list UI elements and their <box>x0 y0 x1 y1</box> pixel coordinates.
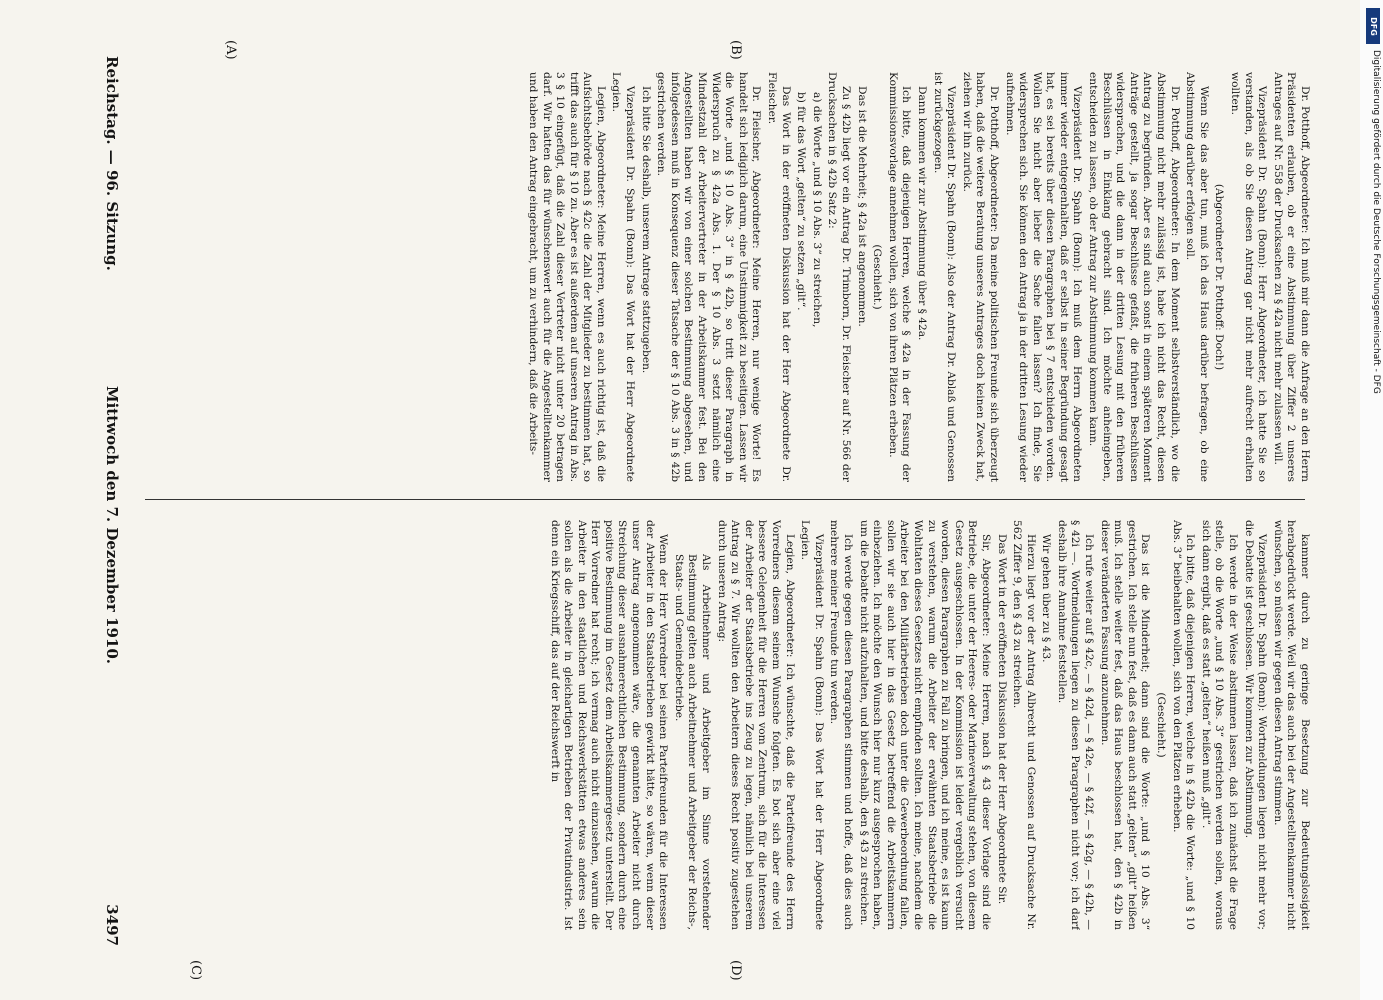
paragraph: Zu § 42b liegt vor ein Antrag Dr. Trimborn, Dr. Fleischer auf Nr. 566 der Drucksachen in § 42b Satz 2: <box>826 72 852 482</box>
paragraph: Das ist die Mehrheit; § 42a ist angenommen. <box>855 86 868 327</box>
paragraph: Dr. Fleischer, Abgeordneter: Meine Herren, nur wenige Worte! Es handelt sich lediglich darum, eine Unstimmigkeit zu beseitigen. Lassen wir die Worte „und § 10 Abs. 3“ in § 42b, so tritt dieser Paragraph in Widerspruch zu § 42a Abs. 1. Der § 10 Abs. 3 setzt nämlich eine Mindestzahl der Arbeitervertreter in der Arbeitskammer fest. Bei den Angestellten haben wir von einer solchen Bestimmung abgesehen, und infolgedessen muß in Konsequenz dieser Tatsache der § 10 Abs. 3 in § 42b gestrichen werden. <box>655 72 763 482</box>
list-item: b) für das Wort „gelten“ zu setzen „gilt“. <box>795 92 808 311</box>
list-item: a) die Worte „und § 10 Abs. 3“ zu streichen, <box>810 92 823 328</box>
margin-marker-d: (D) <box>728 960 743 981</box>
margin-marker-a: (A) <box>223 40 238 60</box>
paragraph: Wenn der Herr Vorredner bei seinen Parteifreunden für die Interessen der Arbeiter in den Staatsbetrieben gewirkt hätte, so wären, wenn dieser unser Antrag angenommen wäre, die genannten Arbeiter nicht durch Streichung dieser ausnahmerechtlichen Bestimmung, sondern durch eine positive Bestimmung im Gesetz dem Arbeitskammergesetz unterstellt. Der Herr Vorredner hat recht; ich vermag auch nicht einzusehen, warum die Arbeiter in den staatlichen und Reichswerkstätten etwas anderes sein sollen als die Arbeiter in gleichartigen Betrieben der Privatindustrie. Ist denn ein Kriegsschiff, das auf der Reichswerft in <box>548 520 670 930</box>
funding-notice: Digitalisierung gefördert durch die Deutsche Forschungsgemeinschaft - DFG <box>1371 50 1381 394</box>
quoted-motion: Als Arbeitnehmer und Arbeitgeber im Sinne vorstehender Bestimmung gelten auch Arbeitnehmer und Arbeitgeber der Reichs-, Staats- und Gemeindebetriebe. <box>672 554 713 930</box>
paragraph: Das Wort in der eröffneten Diskussion hat der Herr Abgeordnete Sir. <box>995 534 1008 905</box>
paragraph: Dr. Potthoff, Abgeordneter: Da meine politischen Freunde sich überzeugt haben, daß die weitere Beratung unseres Antrages doch keinen Zweck hat, ziehen wir ihn zurück. <box>960 72 1000 482</box>
paragraph: kammer durch zu geringe Besetzung zur Bedeutungslosigkeit herabgedrückt werde. Weil wir das auch bei der Angestelltenkammer nicht wünschen, so müssen wir gegen diesen Antrag stimmen. <box>1271 520 1311 930</box>
dfg-logo <box>1366 8 1380 44</box>
paragraph: Dr. Potthoff, Abgeordneter: In dem Moment selbstverständlich, wo die Abstimmung nicht mehr zulässig ist, habe ich nicht das Recht, diesen Antrag zu begründen. Aber es sind auch sonst in einem späteren Moment Anträge gestellt, ja sogar Beschlüsse gefaßt, die früheren Beschlüssen widersprachen, und die dann in der dritten Lesung mit den früheren Beschlüssen in Einklang gebracht sind. Ich möchte anheimgeben, entscheiden zu lassen, ob der Antrag zur Abstimmung kommen kann. <box>1087 72 1181 482</box>
header-parliament-session: Reichstag. — 96. Sitzung. <box>103 56 121 271</box>
paragraph: Ich werde in der Weise abstimmen lassen, daß ich zunächst die Frage stelle, ob die Worte „und § 10 Abs. 3“ gestrichen werden sollen, woraus sich dann ergibt, daß es statt „gelten“ heißen muß „gilt“. <box>1199 520 1240 930</box>
paragraph: Dann kommen wir zur Abstimmung über § 42a. <box>915 86 928 341</box>
interjection: (Geschieht.) <box>1155 692 1168 758</box>
paragraph: Ich bitte Sie deshalb, unserem Antrage stattzugeben. <box>639 86 652 374</box>
paragraph: Ich bitte, daß diejenigen Herren, welche in § 42b die Worte: „und § 10 Abs. 3“ beibehalten wollen, sich von den Plätzen erheben. <box>1170 520 1197 930</box>
paragraph: Vizepräsident Dr. Spahn (Bonn): Das Wort hat der Herr Abgeordnete Legien. <box>610 72 637 482</box>
header-page-number: 3497 <box>103 904 121 946</box>
paragraph: Dr. Potthoff, Abgeordneter: Ich muß mir dann die Anfrage an den Herrn Präsidenten erlauben, ob er eine Abstimmung über Ziffer 2 unseres Antrages auf Nr. 558 der Drucksachen zu § 42a nicht mehr zulassen will. <box>1271 72 1311 482</box>
margin-marker-c: (C) <box>188 960 203 981</box>
paragraph: Vizepräsident Dr. Spahn (Bonn): Herr Abgeordneter, ich hatte Sie so verstanden, als ob Sie diesen Antrag gar nicht mehr aufrecht erhalten wollten. <box>1229 72 1269 482</box>
paragraph: Hierzu liegt vor der Antrag Albrecht und Genossen auf Drucksache Nr. 562 Ziffer 9, den § 43 zu streichen. <box>1011 520 1037 930</box>
margin-marker-b: (B) <box>728 40 743 60</box>
paragraph: Legien, Abgeordneter: Ich wünschte, daß die Parteifreunde des Herrn Vorredners diesem seinem Wunsche folgten. Es bot sich aber eine viel bessere Gelegenheit für die Herren vom Zentrum, sich für die Interessen der Arbeiter der Staatsbetriebe ins Zeug zu legen, nämlich bei unserem Antrag zu § 7. Wir wollten den Arbeitern dieses Recht positiv zugestehen durch unseren Antrag: <box>715 520 796 930</box>
column-divider <box>145 499 1305 500</box>
paragraph: Das Wort in der eröffneten Diskussion hat der Herr Abgeordnete Dr. Fleischer. <box>766 72 792 482</box>
paragraph: Ich bitte, daß diejenigen Herren, welche § 42a in der Fassung der Kommissionsvorlage annehmen wollen, sich von ihren Plätzen erheben. <box>886 72 913 482</box>
paragraph: Ich werde gegen diesen Paragraphen stimmen und hoffe, daß dies auch mehrere meiner Freunde tun werden. <box>828 520 854 930</box>
paragraph: Legien, Abgeordneter: Meine Herren, wenn es auch richtig ist, daß die Aufsichtsbehörde nach § 42c die Zahl der Mitglieder zu bestimmen hat, so trifft das auch für § 10 zu. Aber es ist außerdem auf unseren Antrag in Abs. 3 § 10 eingefügt, daß die Zahl dieser Vertreter nicht unter 20 betragen darf. Wir hatten das für wünschenswert auch für die Angestelltenkammer und haben den Antrag eingebracht, um zu verhindern, daß die Arbeits- <box>526 72 607 482</box>
paragraph: Wir gehen über zu § 43. <box>1040 534 1053 663</box>
paragraph: Vizepräsident Dr. Spahn (Bonn): Das Wort hat der Herr Abgeordnete Legien. <box>799 520 825 930</box>
interjection: (Abgeordneter Dr. Potthoff: Doch!) <box>1213 183 1226 371</box>
header-date: Mittwoch den 7. Dezember 1910. <box>103 386 121 664</box>
paragraph: Wenn Sie das aber tun, muß ich das Haus darüber befragen, ob eine Abstimmung darüber erfolgen soll. <box>1184 72 1210 482</box>
dfg-logo-text: DFG <box>1368 16 1378 36</box>
page-header <box>95 56 121 946</box>
paragraph: Sir, Abgeordneter: Meine Herren, nach § 43 dieser Vorlage sind die Betriebe, die unter der Heeres- oder Marineverwaltung stehen, von diesem Gesetz ausgeschlossen. In der Kommission ist leider vergeblich versucht worden, diesen Paragraphen zu Fall zu bringen, und ich meine, es ist kaum zu verstehen, warum die Arbeiter der erwähnten Staatsbetriebe die Wohltaten dieses Gesetzes nicht empfinden sollten. Ich meine, nachdem die Arbeiter bei den Militärbetrieben doch unter die Gewerbeordnung fallen, sollen wir sie auch hier in das Gesetz betreffend die Arbeitskammern einbeziehen. Ich möchte den Wunsch hier nur kurz ausgesprochen haben, um die Debatte nicht aufzuhalten, und bitte deshalb, den § 43 zu streichen. <box>857 520 992 930</box>
paragraph: Ich rufe weiter auf § 42c, — § 42d, — § 42e, — § 42f, — § 42g, — § 42h, — § 42i —. Wortmeldungen liegen zu diesen Paragraphen nicht vor; ich darf deshalb ihre Annahme feststellen. <box>1055 520 1096 930</box>
right-text-column <box>136 520 1311 930</box>
interjection: (Geschieht.) <box>871 244 884 310</box>
paragraph: Vizepräsident Dr. Spahn (Bonn): Wortmeldungen liegen nicht mehr vor; die Debatte ist geschlossen. Wir kommen zur Abstimmung. <box>1242 520 1269 930</box>
left-text-column <box>136 72 1311 482</box>
paragraph: Das ist die Minderheit; dann sind die Worte: „und § 10 Abs. 3“ gestrichen. Ich stelle nun fest, daß es dann auch statt „gelten“ „gilt“ heißen muß. Ich stelle weiter fest, daß das Haus beschlossen hat, den § 42b in dieser veränderten Fassung anzunehmen. <box>1098 520 1152 930</box>
paragraph: Vizepräsident Dr. Spahn (Bonn): Ich muß dem Herrn Abgeordneten immer wieder entgegenhalten, daß er selbst in seiner Begründung gesagt hat, es sei bereits über diesen Paragraphen bei § 7 entschieden worden. Wollen Sie nicht aber lieber die Sache fallen lassen? Ich finde, Sie widersprechen sich. Sie können den Antrag ja in der dritten Lesung wieder aufnehmen. <box>1003 72 1084 482</box>
paragraph: Vizepräsident Dr. Spahn (Bonn): Also der Antrag Dr. Ablaß und Genossen ist zurückgezogen. <box>931 72 958 482</box>
